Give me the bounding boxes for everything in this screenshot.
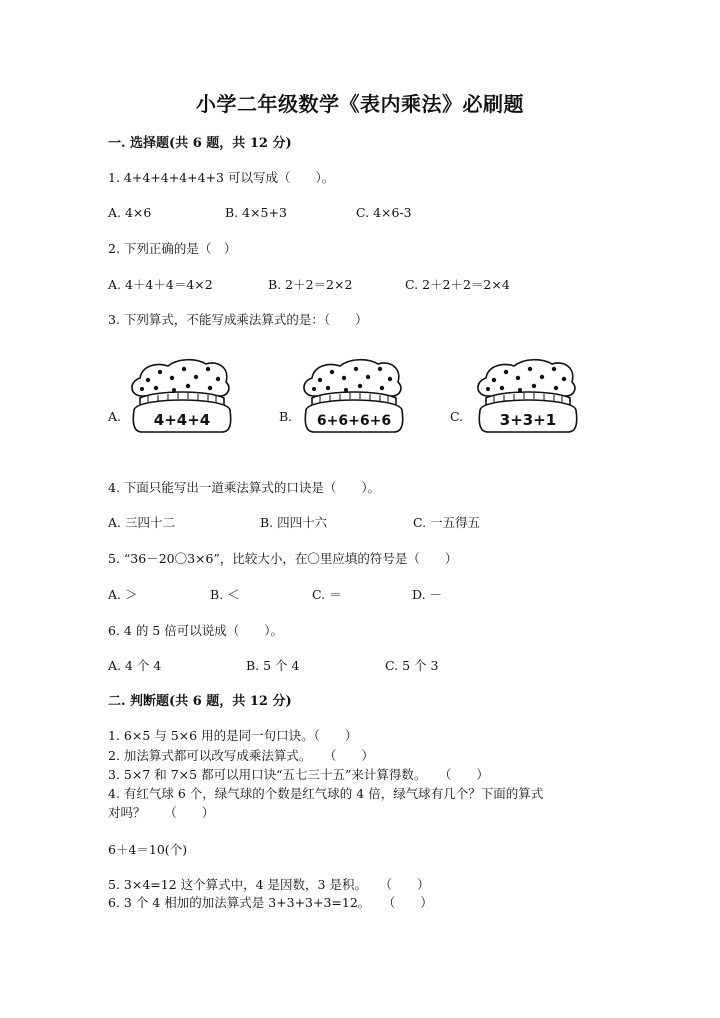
question-4-stem: 4. 下面只能写出一道乘法算式的口诀是（ ）。	[108, 480, 381, 495]
hat-c-label: 3+3+1	[499, 411, 557, 429]
question-1-stem: 1. 4+4+4+4+4+3 可以写成（ ）。	[108, 170, 335, 185]
section-heading-choice: 一. 选择题(共 6 题，共 12 分)	[108, 136, 292, 151]
question-1-option-b: B. 4×5+3	[225, 205, 287, 220]
question-6-option-a: A. 4 个 4	[108, 658, 162, 673]
question-3-stem: 3. 下列算式，不能写成乘法算式的是：（ ）	[108, 312, 368, 327]
judgment-1: 1. 6×5 与 5×6 用的是同一句口诀。（ ）	[108, 728, 358, 743]
judgment-4-line-2: 对吗？ （ ）	[108, 805, 215, 820]
question-6-option-c: C. 5 个 3	[385, 658, 439, 673]
judgment-6: 6. 3 个 4 相加的加法算式是 3+3+3+3=12。 （ ）	[108, 895, 433, 910]
hat-illustration-a	[126, 356, 238, 436]
question-2-option-c: C. 2＋2＋2＝2×4	[405, 277, 510, 292]
question-3-option-a: A.	[108, 409, 122, 424]
question-5-option-c: C. ＝	[312, 587, 342, 602]
question-6-stem: 6. 4 的 5 倍可以说成（ ）。	[108, 623, 283, 638]
question-3-option-b: B.	[279, 409, 293, 424]
judgment-2: 2. 加法算式都可以改写成乘法算式。 （ ）	[108, 748, 374, 763]
question-4-option-b: B. 四四十六	[260, 515, 328, 530]
section-heading-judgment: 二. 判断题(共 6 题，共 12 分)	[108, 694, 292, 709]
judgment-3: 3. 5×7 和 7×5 都可以用口诀“五七三十五”来计算得数。 （ ）	[108, 767, 489, 782]
question-5-option-a: A. ＞	[108, 587, 138, 602]
judgment-4-line-1: 4. 有红气球 6 个，绿气球的个数是红气球的 4 倍，绿气球有几个？下面的算式	[108, 786, 544, 801]
hat-illustration-c	[472, 356, 584, 436]
question-6-option-b: B. 5 个 4	[246, 658, 300, 673]
question-1-option-c: C. 4×6-3	[356, 205, 412, 220]
judgment-5: 5. 3×4=12 这个算式中，4 是因数，3 是积。 （ ）	[108, 877, 430, 892]
hat-a-label: 4+4+4	[153, 411, 211, 429]
question-2-option-b: B. 2＋2＝2×2	[268, 277, 353, 292]
question-4-option-c: C. 一五得五	[413, 515, 481, 530]
question-5-option-b: B. ＜	[210, 587, 240, 602]
question-4-option-a: A. 三四十二	[108, 515, 175, 530]
question-2-stem: 2. 下列正确的是（ ）	[108, 241, 237, 256]
question-5-option-d: D. －	[412, 587, 443, 602]
question-3-option-c: C.	[450, 409, 464, 424]
hat-illustration-b	[298, 356, 410, 436]
hat-b-label: 6+6+6+6	[316, 413, 392, 429]
question-5-stem: 5. “36－20〇3×6”，比较大小，在〇里应填的符号是（ ）	[108, 551, 458, 566]
question-1-option-a: A. 4×6	[108, 205, 152, 220]
page-title: 小学二年级数学《表内乘法》必刷题	[196, 92, 524, 116]
question-2-option-a: A. 4＋4＋4＝4×2	[108, 277, 213, 292]
judgment-4-formula: 6＋4＝10(个)	[108, 842, 188, 857]
